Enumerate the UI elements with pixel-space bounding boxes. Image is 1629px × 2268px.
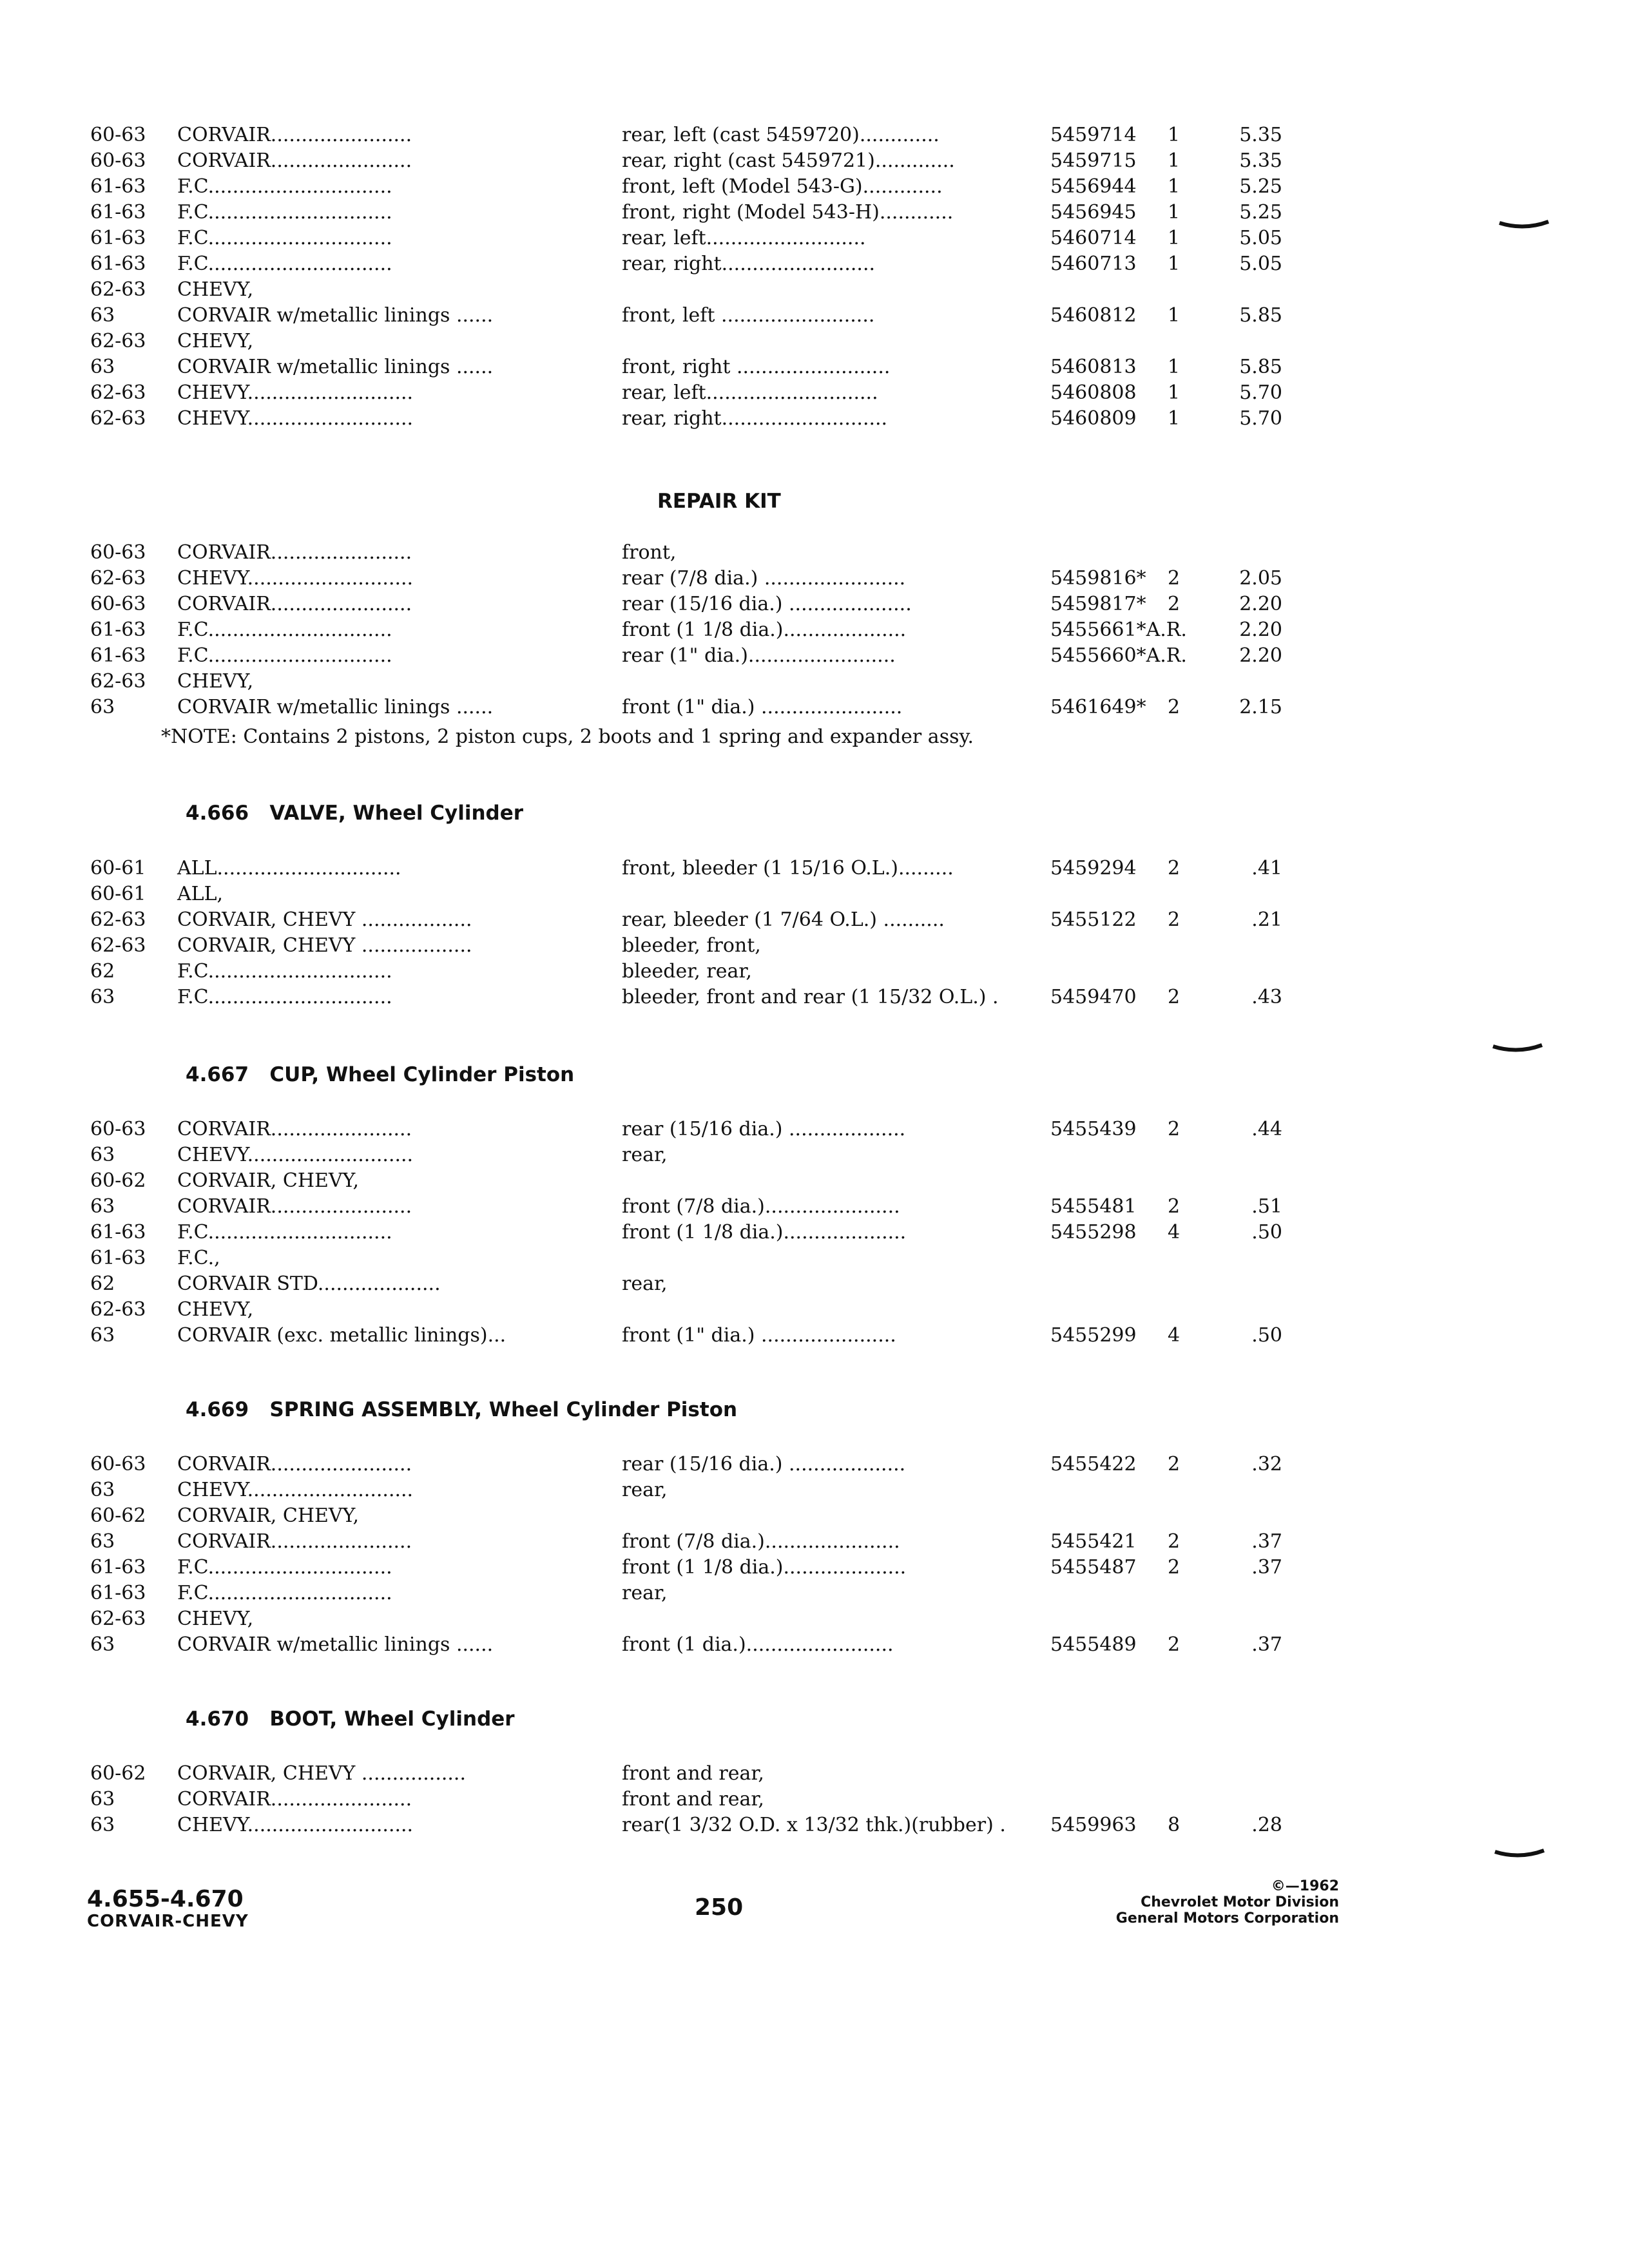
cell-model: CHEVY........................... — [177, 1144, 414, 1166]
cell-part: 5455299 — [1050, 1324, 1137, 1347]
repair-kit-heading: REPAIR KIT — [657, 490, 781, 513]
cell-price: 2.20 — [1239, 593, 1282, 615]
cup-heading: 4.667 CUP, Wheel Cylinder Piston — [186, 1063, 575, 1086]
cell-part: 5456945 — [1050, 201, 1137, 224]
table-row — [0, 354, 1629, 380]
cell-price: .32 — [1251, 1453, 1282, 1475]
spring-heading: 4.669 SPRING ASSEMBLY, Wheel Cylinder Piston — [186, 1398, 738, 1421]
cell-price: .44 — [1251, 1118, 1282, 1140]
cell-desc: front (1 1/8 dia.).................... — [622, 1221, 907, 1244]
table-row — [0, 1477, 1629, 1503]
cell-yr: 60-63 — [90, 1453, 146, 1475]
cell-model: CHEVY, — [177, 330, 254, 352]
cell-yr: 63 — [90, 1144, 115, 1166]
footer-division: Chevrolet Motor Division — [1141, 1894, 1339, 1910]
cell-desc: front (1 dia.)........................ — [622, 1633, 894, 1656]
cell-qty: 1 — [1168, 407, 1181, 430]
cell-price: .41 — [1251, 857, 1282, 879]
cell-yr: 62-63 — [90, 1608, 146, 1630]
cell-qty: 1 — [1168, 381, 1181, 404]
table-row — [0, 1529, 1629, 1555]
cell-yr: 60-62 — [90, 1762, 146, 1785]
cell-price: .37 — [1251, 1633, 1282, 1656]
cell-model: CORVAIR....................... — [177, 1530, 412, 1553]
cell-model: CORVAIR....................... — [177, 124, 412, 146]
cell-price: .51 — [1251, 1195, 1282, 1218]
cell-model: CORVAIR....................... — [177, 1195, 412, 1218]
cell-model: CORVAIR....................... — [177, 1453, 412, 1475]
cell-price: 5.35 — [1239, 149, 1282, 172]
cell-price: .21 — [1251, 908, 1282, 931]
cell-price: 5.25 — [1239, 175, 1282, 198]
cell-model: CORVAIR STD.................... — [177, 1273, 441, 1295]
cell-part: 5456944 — [1050, 175, 1137, 198]
cell-yr: 61-63 — [90, 175, 146, 198]
table-row — [0, 1812, 1629, 1838]
cell-desc: front (1" dia.) ....................... — [622, 696, 903, 718]
cell-price: .37 — [1251, 1530, 1282, 1553]
table-row — [0, 695, 1629, 720]
cell-desc: front (1" dia.) ...................... — [622, 1324, 896, 1347]
cell-yr: 62 — [90, 1273, 115, 1295]
cell-yr: 62-63 — [90, 567, 146, 590]
footer-publisher — [1116, 1878, 1339, 1927]
cell-yr: 62-63 — [90, 381, 146, 404]
cell-qty: 4 — [1168, 1324, 1181, 1347]
cell-part: 5460713 — [1050, 253, 1137, 275]
cell-price: 5.85 — [1239, 356, 1282, 378]
table-row — [0, 1194, 1629, 1220]
table-row — [0, 1761, 1629, 1787]
cell-qty: 2 — [1168, 567, 1181, 590]
cell-model: F.C., — [177, 1247, 220, 1269]
table-row — [0, 1117, 1629, 1142]
cell-price: .37 — [1251, 1556, 1282, 1579]
cell-qty: 2 — [1168, 908, 1181, 931]
footer-corp: General Motors Corporation — [1115, 1910, 1339, 1927]
cell-yr: 63 — [90, 1530, 115, 1553]
table-row — [0, 1271, 1629, 1297]
cell-price: .43 — [1251, 986, 1282, 1008]
cell-part: 5461649* — [1050, 696, 1146, 718]
cell-price: 5.70 — [1239, 381, 1282, 404]
cell-yr: 61-63 — [90, 1221, 146, 1244]
table-row — [0, 1220, 1629, 1245]
cell-price: 2.20 — [1239, 619, 1282, 641]
cell-model: CHEVY, — [177, 1608, 254, 1630]
cell-yr: 61-63 — [90, 227, 146, 249]
cell-model: CORVAIR....................... — [177, 1118, 412, 1140]
cell-model: CHEVY........................... — [177, 381, 414, 404]
cell-yr: 63 — [90, 1324, 115, 1347]
table-row — [0, 540, 1629, 566]
cell-desc: front and rear, — [622, 1788, 764, 1811]
cell-model: CORVAIR, CHEVY .................. — [177, 934, 472, 957]
cell-model: F.C.............................. — [177, 175, 392, 198]
cell-yr: 62-63 — [90, 278, 146, 301]
binding-mark-3 — [1494, 1848, 1545, 1861]
cell-part: 5460812 — [1050, 304, 1137, 327]
cell-part: 5460809 — [1050, 407, 1137, 430]
cell-model: CORVAIR....................... — [177, 541, 412, 564]
table-row — [0, 1787, 1629, 1812]
cell-model: CORVAIR w/metallic linings ...... — [177, 356, 494, 378]
table-row — [0, 959, 1629, 985]
cell-qty: 2 — [1168, 1530, 1181, 1553]
cell-yr: 63 — [90, 986, 115, 1008]
cell-part: 5459714 — [1050, 124, 1137, 146]
cell-desc: bleeder, rear, — [622, 960, 752, 983]
cell-model: F.C.............................. — [177, 644, 392, 667]
cell-part: 5455489 — [1050, 1633, 1137, 1656]
cell-desc: front, right ......................... — [622, 356, 891, 378]
cell-model: ALL.............................. — [177, 857, 401, 879]
cell-model: CORVAIR....................... — [177, 1788, 412, 1811]
cell-desc: bleeder, front, — [622, 934, 761, 957]
table-row — [0, 591, 1629, 617]
cell-model: F.C.............................. — [177, 253, 392, 275]
cell-model: F.C.............................. — [177, 1582, 392, 1604]
table-row — [0, 148, 1629, 174]
cell-model: CORVAIR w/metallic linings ...... — [177, 696, 494, 718]
table-row — [0, 200, 1629, 226]
cell-part: 5459816* — [1050, 567, 1146, 590]
cell-part: 5460808 — [1050, 381, 1137, 404]
cell-qty: 2 — [1168, 593, 1181, 615]
cell-model: CHEVY, — [177, 1298, 254, 1321]
cell-yr: 63 — [90, 304, 115, 327]
cell-model: CHEVY........................... — [177, 407, 414, 430]
table-row — [0, 669, 1629, 695]
cell-model: F.C.............................. — [177, 201, 392, 224]
table-row — [0, 1168, 1629, 1194]
cell-desc: rear, right........................... — [622, 407, 888, 430]
cell-qty: 8 — [1168, 1814, 1181, 1836]
cell-desc: front (7/8 dia.)...................... — [622, 1195, 900, 1218]
cell-qty: 2 — [1168, 1195, 1181, 1218]
cell-desc: front, bleeder (1 15/16 O.L.)......... — [622, 857, 954, 879]
cell-desc: front and rear, — [622, 1762, 764, 1785]
cell-yr: 63 — [90, 1633, 115, 1656]
cell-yr: 60-63 — [90, 541, 146, 564]
table-row — [0, 1452, 1629, 1477]
cell-model: CHEVY........................... — [177, 567, 414, 590]
cell-qty: 1 — [1168, 253, 1181, 275]
table-row — [0, 985, 1629, 1010]
cell-price: 5.85 — [1239, 304, 1282, 327]
cell-yr: 60-63 — [90, 593, 146, 615]
cell-desc: front (1 1/8 dia.).................... — [622, 619, 907, 641]
cell-price: .50 — [1251, 1221, 1282, 1244]
cell-yr: 61-63 — [90, 253, 146, 275]
cell-model: CHEVY........................... — [177, 1814, 414, 1836]
cell-model: CHEVY, — [177, 670, 254, 693]
cell-model: F.C.............................. — [177, 960, 392, 983]
table-row — [0, 1503, 1629, 1529]
cell-desc: rear, left............................ — [622, 381, 878, 404]
cell-desc: rear, bleeder (1 7/64 O.L.) .......... — [622, 908, 945, 931]
cell-model: F.C.............................. — [177, 619, 392, 641]
table-row — [0, 856, 1629, 881]
table-row — [0, 933, 1629, 959]
cell-part: 5459294 — [1050, 857, 1137, 879]
cell-yr: 61-63 — [90, 1582, 146, 1604]
cell-yr: 60-62 — [90, 1504, 146, 1527]
cell-desc: rear, left.......................... — [622, 227, 866, 249]
table-row — [0, 1581, 1629, 1606]
cell-qty: 1 — [1168, 124, 1181, 146]
cell-part: 5455122 — [1050, 908, 1137, 931]
cell-desc: rear, — [622, 1144, 668, 1166]
cell-model: F.C.............................. — [177, 986, 392, 1008]
cell-part: 5455298 — [1050, 1221, 1137, 1244]
cell-qty: 1 — [1168, 201, 1181, 224]
cell-desc: front, left ......................... — [622, 304, 875, 327]
cell-desc: rear (1" dia.)........................ — [622, 644, 896, 667]
cell-part: 5455660*A.R. — [1050, 644, 1187, 667]
cell-model: CHEVY, — [177, 278, 254, 301]
cell-model: CORVAIR (exc. metallic linings)... — [177, 1324, 506, 1347]
boot-heading: 4.670 BOOT, Wheel Cylinder — [186, 1707, 515, 1731]
table-row — [0, 406, 1629, 432]
cell-qty: 2 — [1168, 1118, 1181, 1140]
cell-desc: rear(1 3/32 O.D. x 13/32 thk.)(rubber) . — [622, 1814, 1006, 1836]
table-row — [0, 1632, 1629, 1658]
cell-yr: 62-63 — [90, 407, 146, 430]
cell-yr: 63 — [90, 1814, 115, 1836]
cell-qty: 1 — [1168, 149, 1181, 172]
cell-price: 2.15 — [1239, 696, 1282, 718]
table-row — [0, 1555, 1629, 1581]
table-row — [0, 881, 1629, 907]
cell-yr: 62-63 — [90, 908, 146, 931]
binding-mark-2 — [1492, 1043, 1543, 1055]
cell-qty: 1 — [1168, 304, 1181, 327]
cell-model: CORVAIR w/metallic linings ...... — [177, 1633, 494, 1656]
cell-model: ALL, — [177, 883, 224, 905]
cell-model: CHEVY........................... — [177, 1479, 414, 1501]
cell-yr: 61-63 — [90, 619, 146, 641]
cell-part: 5460813 — [1050, 356, 1137, 378]
table-row — [0, 1245, 1629, 1271]
cell-desc: front (7/8 dia.)...................... — [622, 1530, 900, 1553]
cell-price: .28 — [1251, 1814, 1282, 1836]
cell-part: 5455661*A.R. — [1050, 619, 1187, 641]
footer-models: CORVAIR-CHEVY — [87, 1912, 249, 1931]
cell-desc: rear, right......................... — [622, 253, 876, 275]
cell-desc: rear (7/8 dia.) ....................... — [622, 567, 906, 590]
cell-part: 5455481 — [1050, 1195, 1137, 1218]
cell-qty: 1 — [1168, 175, 1181, 198]
cell-yr: 63 — [90, 356, 115, 378]
cell-yr: 62-63 — [90, 670, 146, 693]
cell-yr: 61-63 — [90, 1556, 146, 1579]
cell-yr: 60-61 — [90, 883, 146, 905]
table-row — [0, 1142, 1629, 1168]
cell-price: 5.25 — [1239, 201, 1282, 224]
cell-model: CORVAIR w/metallic linings ...... — [177, 304, 494, 327]
table-row — [0, 251, 1629, 277]
cell-qty: 4 — [1168, 1221, 1181, 1244]
table-row — [0, 907, 1629, 933]
binding-mark-1 — [1498, 219, 1550, 232]
cell-price: 5.05 — [1239, 253, 1282, 275]
table-row — [0, 1297, 1629, 1323]
cell-qty: 2 — [1168, 1556, 1181, 1579]
cell-yr: 60-61 — [90, 857, 146, 879]
cell-part: 5459470 — [1050, 986, 1137, 1008]
footer-range-block — [87, 1887, 249, 1930]
cell-yr: 62-63 — [90, 1298, 146, 1321]
cell-model: CORVAIR....................... — [177, 149, 412, 172]
cell-desc: rear, left (cast 5459720)............. — [622, 124, 940, 146]
cell-part: 5460714 — [1050, 227, 1137, 249]
table-row — [0, 617, 1629, 643]
cell-yr: 60-63 — [90, 1118, 146, 1140]
table-row — [0, 1606, 1629, 1632]
table-row — [0, 380, 1629, 406]
cell-model: CORVAIR, CHEVY, — [177, 1504, 360, 1527]
cell-price: 2.20 — [1239, 644, 1282, 667]
cell-model: F.C.............................. — [177, 227, 392, 249]
cell-desc: rear, right (cast 5459721)............. — [622, 149, 955, 172]
cell-model: CORVAIR, CHEVY, — [177, 1169, 360, 1192]
cell-part: 5455439 — [1050, 1118, 1137, 1140]
cell-price: .50 — [1251, 1324, 1282, 1347]
cell-part: 5455421 — [1050, 1530, 1137, 1553]
cell-qty: 2 — [1168, 986, 1181, 1008]
cell-yr: 61-63 — [90, 644, 146, 667]
cell-yr: 61-63 — [90, 201, 146, 224]
cell-yr: 62-63 — [90, 330, 146, 352]
cell-part: 5459963 — [1050, 1814, 1137, 1836]
table-row — [0, 226, 1629, 251]
cell-desc: front (1 1/8 dia.).................... — [622, 1556, 907, 1579]
cell-yr: 63 — [90, 1788, 115, 1811]
cell-desc: rear (15/16 dia.) ................... — [622, 1453, 906, 1475]
valve-heading: 4.666 VALVE, Wheel Cylinder — [186, 802, 524, 825]
table-row — [0, 122, 1629, 148]
cell-yr: 62 — [90, 960, 115, 983]
cell-qty: 2 — [1168, 1633, 1181, 1656]
cell-desc: rear, — [622, 1479, 668, 1501]
page-number: 250 — [695, 1894, 744, 1921]
cell-part: 5459715 — [1050, 149, 1137, 172]
cell-part: 5455422 — [1050, 1453, 1137, 1475]
cell-model: CORVAIR....................... — [177, 593, 412, 615]
cell-part: 5455487 — [1050, 1556, 1137, 1579]
cell-desc: rear, — [622, 1273, 668, 1295]
cell-price: 5.35 — [1239, 124, 1282, 146]
table-row — [0, 174, 1629, 200]
cell-part: 5459817* — [1050, 593, 1146, 615]
cell-yr: 60-63 — [90, 124, 146, 146]
cell-price: 5.70 — [1239, 407, 1282, 430]
repair-kit-note: *NOTE: Contains 2 pistons, 2 piston cups, 2 boots and 1 spring and expander assy. — [161, 726, 974, 748]
cell-qty: 1 — [1168, 356, 1181, 378]
cell-model: CORVAIR, CHEVY ................. — [177, 1762, 467, 1785]
cell-desc: front, — [622, 541, 677, 564]
cell-desc: front, right (Model 543-H)............ — [622, 201, 954, 224]
cell-desc: front, left (Model 543-G)............. — [622, 175, 943, 198]
cell-desc: rear, — [622, 1582, 668, 1604]
footer-range: 4.655-4.670 — [87, 1886, 244, 1912]
cell-yr: 61-63 — [90, 1247, 146, 1269]
cell-qty: 2 — [1168, 857, 1181, 879]
cell-qty: 2 — [1168, 1453, 1181, 1475]
cell-yr: 63 — [90, 1479, 115, 1501]
table-row — [0, 329, 1629, 354]
cell-yr: 60-62 — [90, 1169, 146, 1192]
table-row — [0, 566, 1629, 591]
cell-model: F.C.............................. — [177, 1221, 392, 1244]
cell-price: 5.05 — [1239, 227, 1282, 249]
cell-qty: 2 — [1168, 696, 1181, 718]
cell-yr: 63 — [90, 1195, 115, 1218]
cell-yr: 60-63 — [90, 149, 146, 172]
cell-price: 2.05 — [1239, 567, 1282, 590]
footer-copyright: ©—1962 — [1271, 1878, 1339, 1894]
table-row — [0, 277, 1629, 303]
table-row — [0, 303, 1629, 329]
table-row — [0, 643, 1629, 669]
cell-model: F.C.............................. — [177, 1556, 392, 1579]
cell-desc: rear (15/16 dia.) ................... — [622, 1118, 906, 1140]
cell-yr: 63 — [90, 696, 115, 718]
cell-model: CORVAIR, CHEVY .................. — [177, 908, 472, 931]
cell-yr: 62-63 — [90, 934, 146, 957]
cell-desc: bleeder, front and rear (1 15/32 O.L.) . — [622, 986, 999, 1008]
table-row — [0, 1323, 1629, 1349]
cell-qty: 1 — [1168, 227, 1181, 249]
cell-desc: rear (15/16 dia.) .................... — [622, 593, 912, 615]
